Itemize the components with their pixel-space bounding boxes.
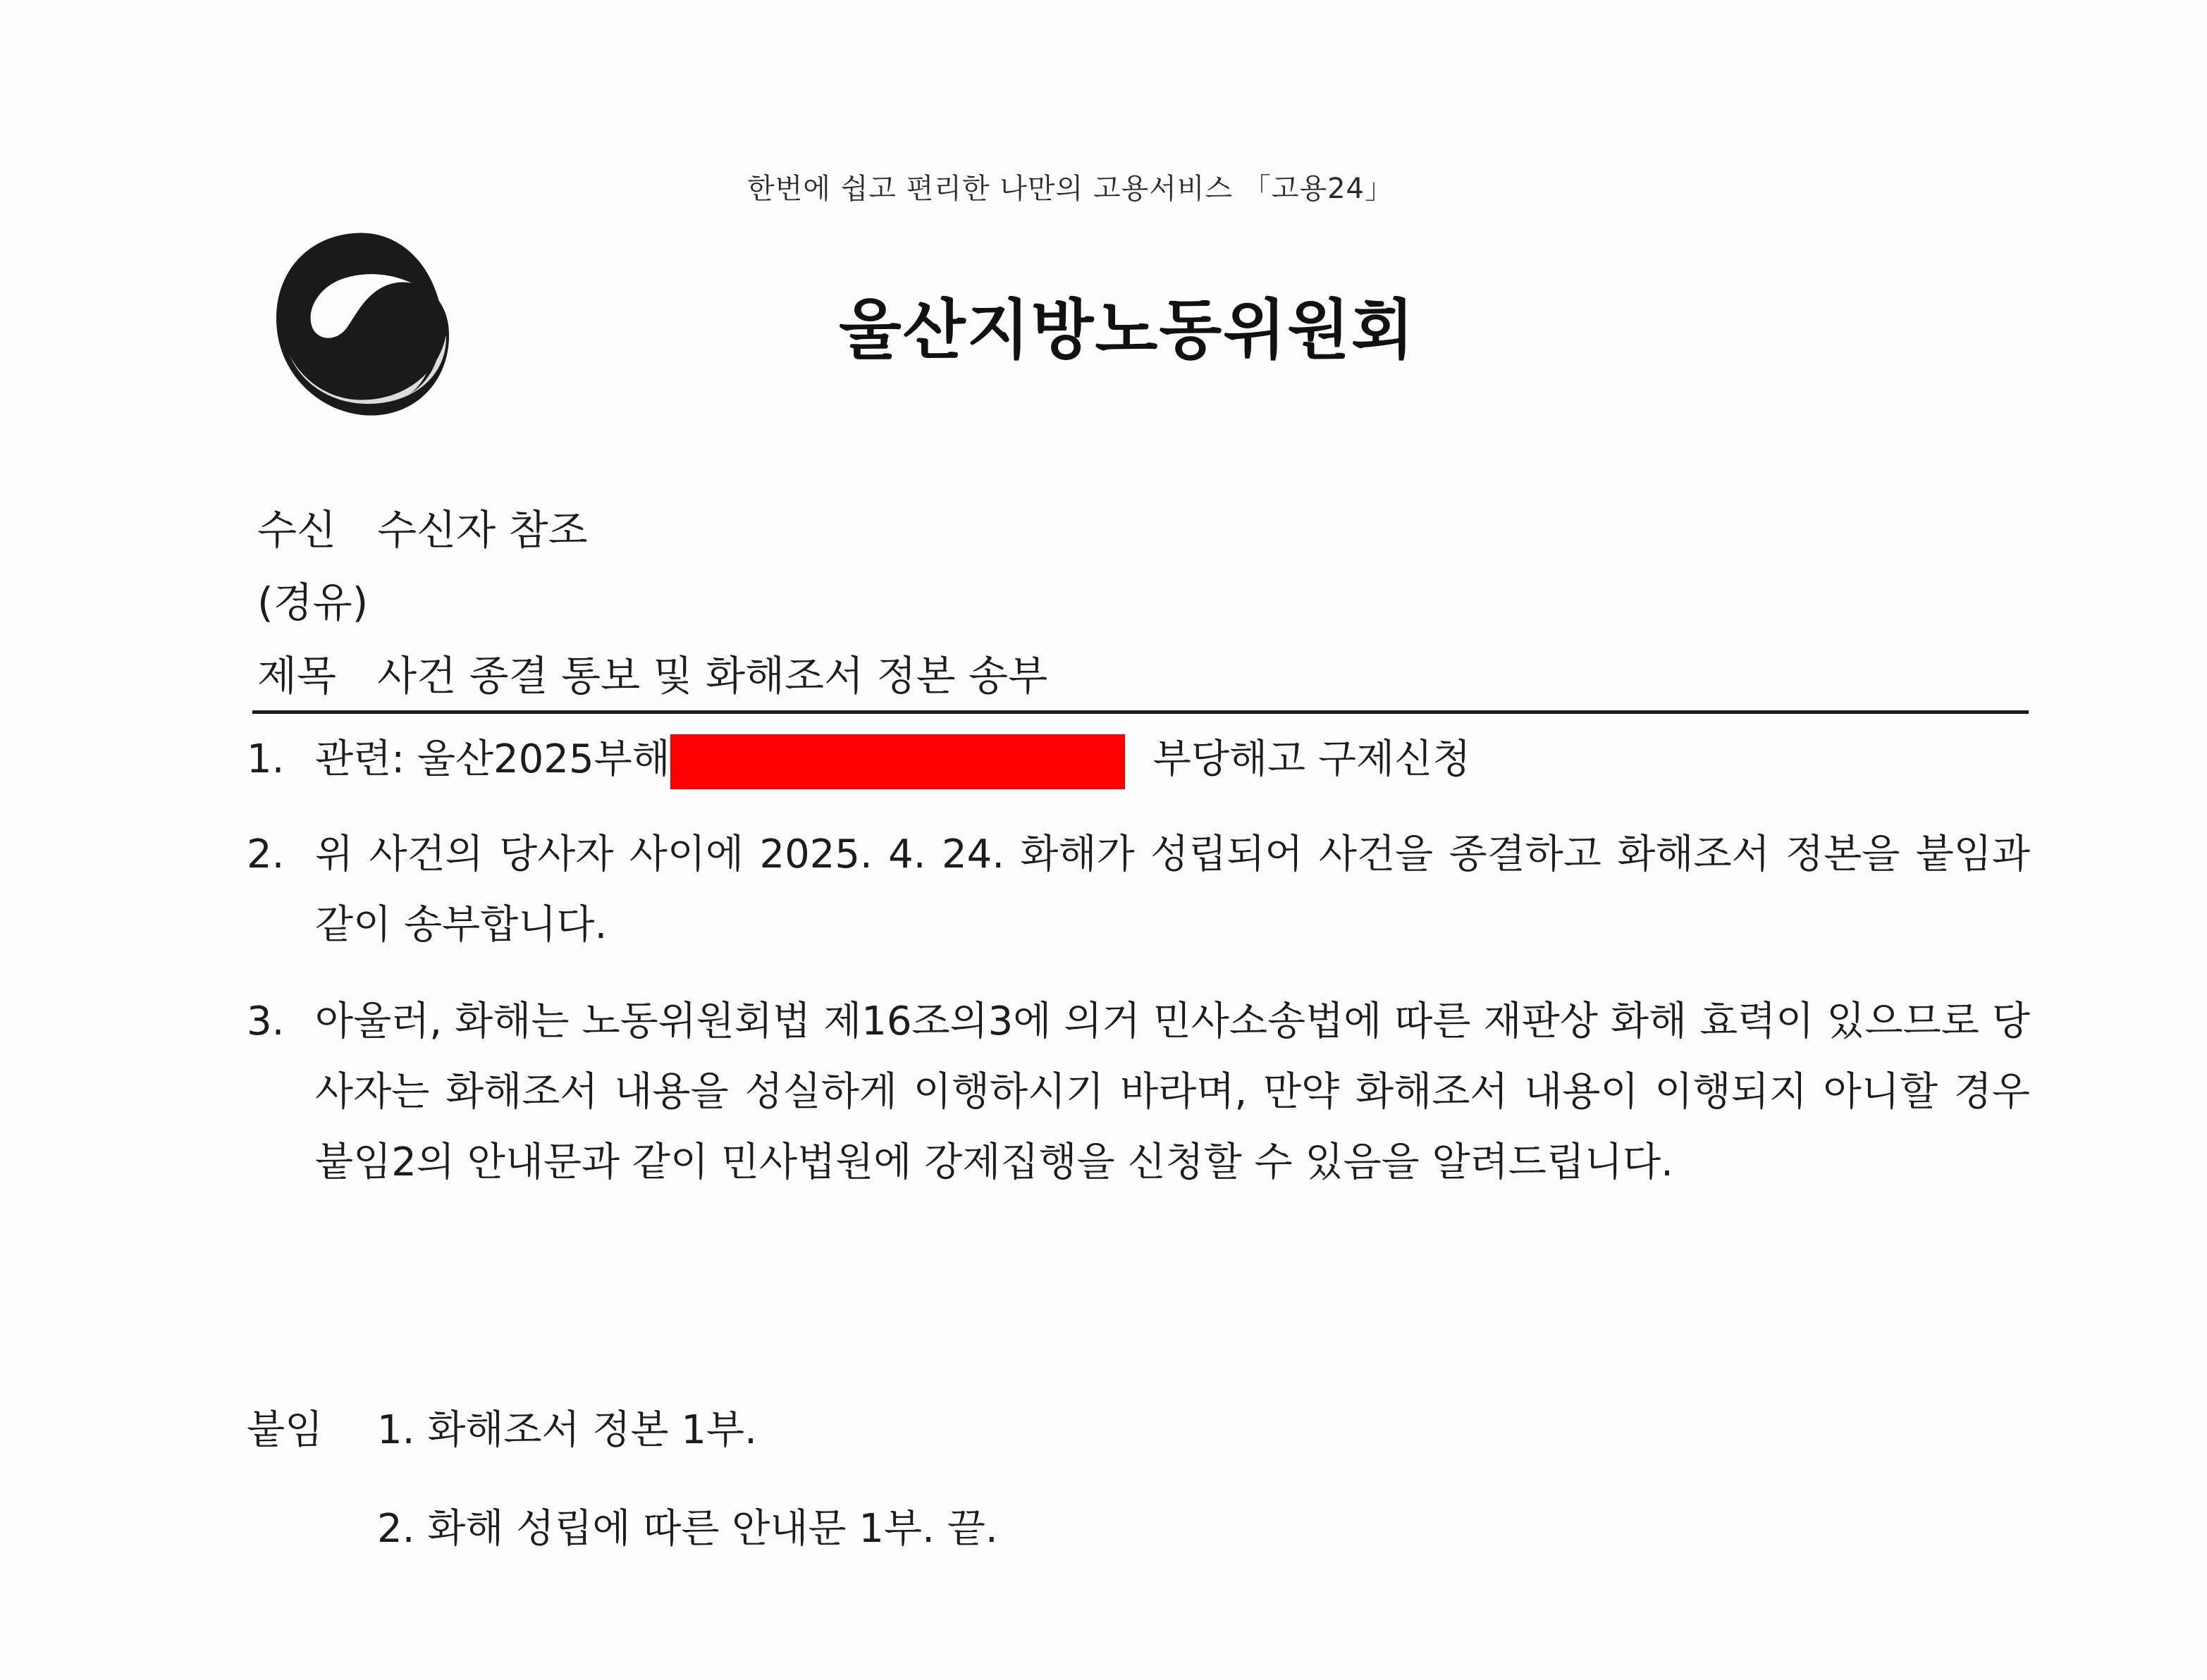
subject-label: 제목 <box>257 652 337 700</box>
recipient-value: 수신자 참조 <box>377 506 588 554</box>
taegeuk-emblem-icon <box>268 226 455 423</box>
item-number: 2. <box>247 832 285 877</box>
body-item-2 <box>247 820 2030 961</box>
attachment-item-2: 2. 화해 성립에 따른 안내문 1부. 끝. <box>377 1506 998 1552</box>
attachments-label: 붙임 <box>247 1407 324 1453</box>
item-text: 위 사건의 당사자 사이에 2025. 4. 24. 화해가 성립되어 사건을 종결하고 화해조서 정본을 붙임과 같이 송부합니다. <box>315 832 2030 948</box>
header-divider <box>252 710 2029 714</box>
via-field <box>257 569 368 629</box>
subject-value: 사건 종결 통보 및 화해조서 정본 송부 <box>377 652 1048 700</box>
recipient-field <box>257 497 588 556</box>
subject-field <box>257 643 1047 702</box>
item-text: 아울러, 화해는 노동위원회법 제16조의3에 의거 민사소송법에 따른 재판상 화해 효력이 있으므로 당사자는 화해조서 내용을 성실하게 이행하시기 바라며, 만약 화해조서 내용이 이행되지 아니할 경우 붙임2의 안내문과 같이 민사법원에 강제집행을 신청할 수 있음을 알려드립니다. <box>315 999 2030 1185</box>
via-label: (경유) <box>257 579 369 626</box>
redaction-block <box>670 734 1125 789</box>
body-item-3 <box>247 987 2030 1198</box>
body-item-1 <box>247 724 2030 795</box>
organization-title: 울산지방노동위원회 <box>839 292 1415 368</box>
item-number: 1. <box>247 736 285 782</box>
item-number: 3. <box>247 999 285 1044</box>
recipient-label: 수신 <box>257 506 337 554</box>
slogan: 한번에 쉽고 편리한 나만의 고용서비스 「고용24」 <box>747 173 1394 205</box>
attachment-item-1: 1. 화해조서 정본 1부. <box>377 1407 757 1453</box>
case-type: 부당해고 구제신청 <box>1152 736 1471 782</box>
case-reference-prefix: 관련: 울산2025부해 <box>315 736 670 782</box>
